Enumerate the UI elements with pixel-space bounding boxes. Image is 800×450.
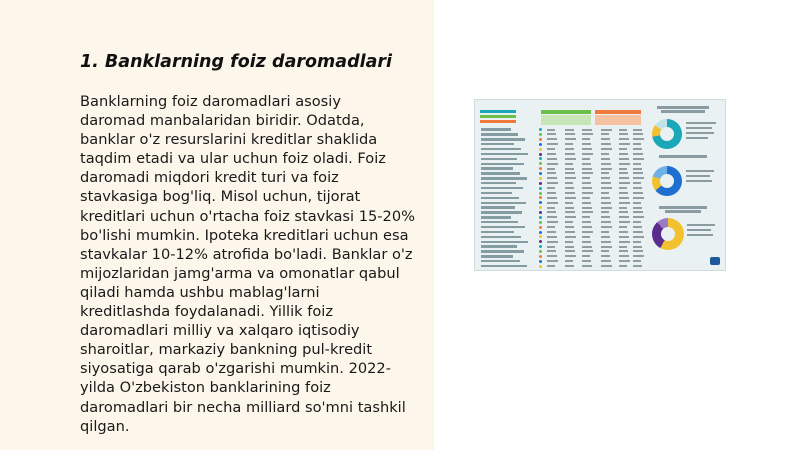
infographic-subheader-green	[541, 115, 591, 125]
infographic-table-row	[481, 191, 657, 194]
infographic-table-row	[481, 148, 657, 151]
infographic-table-row	[481, 265, 657, 268]
infographic-table-row	[481, 201, 657, 204]
infographic-table-row	[481, 250, 657, 253]
paragraph-line: qilgan.	[80, 417, 130, 435]
infographic-table-row	[481, 216, 657, 219]
slide-title: 1. Banklarning foiz daromadlari	[80, 52, 393, 72]
infographic-table-row	[481, 235, 657, 238]
infographic-table-row	[481, 157, 657, 160]
paragraph-line: yilda O'zbekiston banklarining foiz	[80, 379, 331, 397]
infographic-table-row	[481, 138, 657, 141]
paragraph-line: siyosatiga qarab o'zgarishi mumkin. 2022-	[80, 360, 391, 378]
infographic-table-row	[481, 172, 657, 175]
paragraph-line: banklar o'z resurslarini kreditlar shaklida	[80, 131, 378, 149]
paragraph-line: Banklarning foiz daromadlari asosiy	[80, 93, 341, 110]
paragraph-line: stavkasiga bog'liq. Misol uchun, tijorat	[80, 188, 361, 206]
paragraph-line: daromadlari bir necha milliard so'mni tashkil	[80, 398, 406, 416]
infographic-table-row	[481, 143, 657, 146]
bank-statistics-infographic	[474, 99, 726, 271]
infographic-table	[481, 128, 657, 269]
paragraph-line: mijozlaridan jamg'arma va omonatlar qabul	[80, 264, 400, 282]
paragraph-line: kreditlari uchun o'rtacha foiz stavkasi 15-20%	[80, 207, 415, 225]
infographic-table-row	[481, 167, 657, 170]
paragraph-line: stavkalar 10-12% atrofida bo'ladi. Banklar o'z	[80, 245, 413, 263]
infographic-table-row	[481, 211, 657, 214]
infographic-table-row	[481, 240, 657, 243]
infographic-table-row	[481, 226, 657, 229]
infographic-header-orange	[595, 110, 641, 114]
infographic-table-row	[481, 260, 657, 263]
paragraph-line: qiladi hamda ushbu mablag'larni	[80, 283, 320, 301]
paragraph-line: daromad manbalaridan biridir. Odatda,	[80, 112, 365, 130]
paragraph-line: sharoitlar, markaziy bankning pul-kredit	[80, 341, 373, 359]
infographic-table-row	[481, 206, 657, 209]
infographic-table-row	[481, 245, 657, 248]
infographic-header-green	[541, 110, 591, 114]
paragraph-line: bo'lishi mumkin. Ipoteka kreditlari uchun esa	[80, 226, 409, 244]
donut-chart-teal	[652, 119, 682, 149]
infographic-table-row	[481, 182, 657, 185]
paragraph-line: kreditlashda foydalanadi. Yillik foiz	[80, 303, 334, 321]
infographic-table-row	[481, 177, 657, 180]
infographic-legend	[480, 110, 516, 125]
infographic-table-row	[481, 128, 657, 131]
infographic-table-row	[481, 187, 657, 190]
infographic-table-row	[481, 255, 657, 258]
infographic-table-row	[481, 221, 657, 224]
slide-paragraph	[80, 92, 420, 436]
infographic-table-row	[481, 152, 657, 155]
paragraph-line: taqdim etadi va ular uchun foiz oladi. Foiz	[80, 150, 386, 168]
infographic-table-row	[481, 133, 657, 136]
donut-chart-blue	[652, 166, 682, 196]
infographic-logo	[710, 257, 720, 265]
infographic-subheader-orange	[595, 115, 641, 125]
paragraph-line: daromadlari milliy va xalqaro iqtisodiy	[80, 322, 360, 340]
donut-chart-purple	[652, 218, 684, 250]
infographic-table-row	[481, 196, 657, 199]
infographic-table-row	[481, 162, 657, 165]
paragraph-line: daromadi miqdori kredit turi va foiz	[80, 169, 339, 187]
infographic-table-row	[481, 230, 657, 233]
